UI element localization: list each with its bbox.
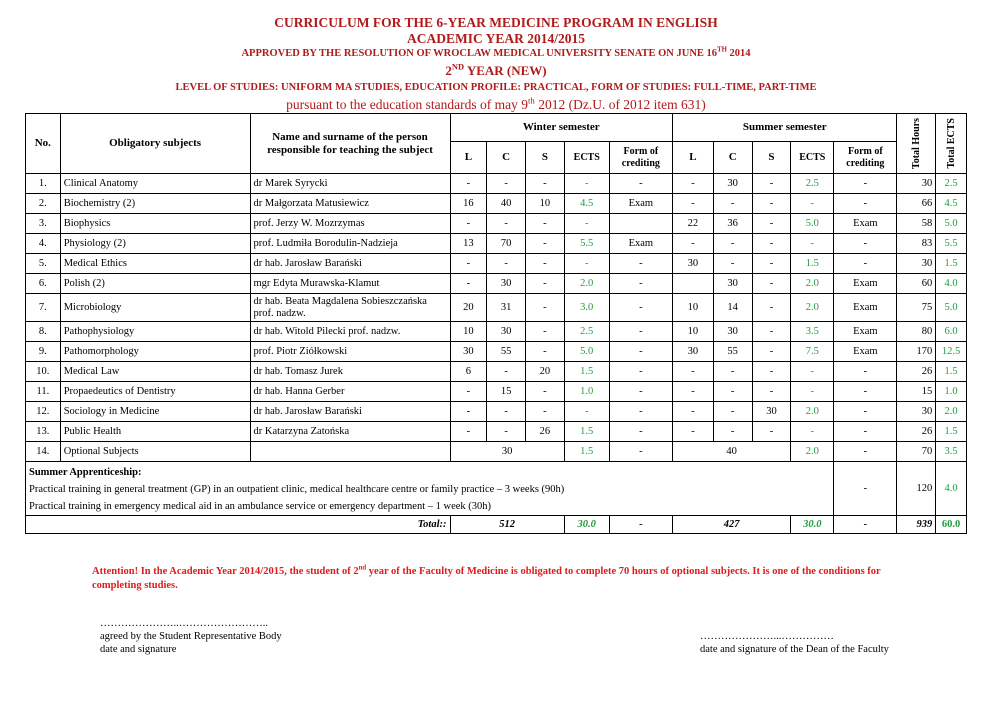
cell-total-hours: 15 bbox=[897, 382, 936, 402]
cell-total-ects: 1.5 bbox=[936, 362, 967, 382]
cell-no: 10. bbox=[26, 362, 61, 382]
cell-summer-c: 30 bbox=[713, 174, 752, 194]
cell-winter-ects: - bbox=[564, 254, 609, 274]
cell-winter-s: - bbox=[526, 174, 565, 194]
cell-no: 2. bbox=[26, 194, 61, 214]
cell-no: 9. bbox=[26, 342, 61, 362]
cell-winter-ects: - bbox=[564, 214, 609, 234]
cell-person: dr hab. Hanna Gerber bbox=[250, 382, 450, 402]
cell-subject: Optional Subjects bbox=[60, 442, 250, 462]
cell-summer-ects: 2.0 bbox=[791, 442, 834, 462]
cell-winter-form: - bbox=[609, 342, 672, 362]
cell-subject: Medical Law bbox=[60, 362, 250, 382]
cell-winter-s: 10 bbox=[526, 194, 565, 214]
cell-summer-form: - bbox=[834, 402, 897, 422]
signature-dots-left: …………………..…………………….. bbox=[100, 618, 268, 629]
cell-subject: Sociology in Medicine bbox=[60, 402, 250, 422]
cell-winter-form: - bbox=[609, 274, 672, 294]
header-winter-ects: ECTS bbox=[564, 142, 609, 174]
table-row bbox=[26, 342, 967, 362]
cell-summer-c: 30 bbox=[713, 322, 752, 342]
curriculum-table bbox=[25, 113, 967, 534]
cell-winter-s: - bbox=[526, 294, 565, 322]
cell-summer-s: - bbox=[752, 322, 791, 342]
cell-no: 4. bbox=[26, 234, 61, 254]
cell-subject: Biophysics bbox=[60, 214, 250, 234]
cell-winter-ects: 5.5 bbox=[564, 234, 609, 254]
cell-summer-s: - bbox=[752, 294, 791, 322]
cell-winter-ects: 2.5 bbox=[564, 322, 609, 342]
cell-winter-c: - bbox=[487, 254, 526, 274]
cell-winter-c: 31 bbox=[487, 294, 526, 322]
cell-summer-form: - bbox=[834, 234, 897, 254]
cell-winter-ects: 3.0 bbox=[564, 294, 609, 322]
cell-total-ects: 1.5 bbox=[936, 422, 967, 442]
header-total-ects: Total ECTS bbox=[936, 114, 967, 174]
cell-person: dr Katarzyna Zatońska bbox=[250, 422, 450, 442]
cell-summer-s: - bbox=[752, 194, 791, 214]
cell-subject: Clinical Anatomy bbox=[60, 174, 250, 194]
cell-winter-s: - bbox=[526, 254, 565, 274]
cell-winter-form: - bbox=[609, 382, 672, 402]
cell-summer-form: Exam bbox=[834, 322, 897, 342]
cell-winter-form: - bbox=[609, 362, 672, 382]
cell-no: 13. bbox=[26, 422, 61, 442]
cell-total-hours: 26 bbox=[897, 422, 936, 442]
header-winter-c: C bbox=[487, 142, 526, 174]
signature-label-left-2: date and signature bbox=[100, 644, 177, 655]
cell-total-ects: 5.0 bbox=[936, 294, 967, 322]
cell-person: prof. Ludmiła Borodulin-Nadzieja bbox=[250, 234, 450, 254]
header-summer-form: Form of crediting bbox=[834, 142, 897, 174]
cell-person: dr hab. Tomasz Jurek bbox=[250, 362, 450, 382]
apprenticeship-form: - bbox=[834, 462, 897, 516]
summer-apprenticeship bbox=[26, 462, 834, 516]
cell-total-hours: 66 bbox=[897, 194, 936, 214]
cell-winter-s: - bbox=[526, 214, 565, 234]
table-row bbox=[26, 402, 967, 422]
cell-total-ects: 5.5 bbox=[936, 234, 967, 254]
cell-person: dr hab. Witold Pilecki prof. nadzw. bbox=[250, 322, 450, 342]
cell-person: dr Marek Syrycki bbox=[250, 174, 450, 194]
cell-winter-form: Exam bbox=[609, 194, 672, 214]
cell-winter-form: Exam bbox=[609, 234, 672, 254]
table-row bbox=[26, 422, 967, 442]
cell-summer-form: - bbox=[834, 254, 897, 274]
cell-total-hours: 60 bbox=[897, 274, 936, 294]
header-summer-c: C bbox=[713, 142, 752, 174]
cell-summer-c: - bbox=[713, 234, 752, 254]
cell-summer-ects: 3.5 bbox=[791, 322, 834, 342]
cell-winter-c: - bbox=[487, 214, 526, 234]
subject-rows bbox=[26, 174, 967, 534]
cell-summer-form: - bbox=[834, 362, 897, 382]
optional-subjects-row bbox=[26, 442, 967, 462]
table-row bbox=[26, 174, 967, 194]
academic-year: ACADEMIC YEAR 2014/2015 bbox=[407, 31, 585, 46]
cell-winter-s: - bbox=[526, 382, 565, 402]
cell-no: 12. bbox=[26, 402, 61, 422]
cell-winter-c: 30 bbox=[487, 274, 526, 294]
totals-summer-form: - bbox=[834, 516, 897, 534]
cell-summer-l: - bbox=[672, 382, 713, 402]
cell-winter-l: 30 bbox=[450, 342, 487, 362]
cell-winter-form: - bbox=[609, 442, 672, 462]
cell-total-ects: 2.0 bbox=[936, 402, 967, 422]
approval-line: APPROVED BY THE RESOLUTION OF WROCLAW MEDICAL UNIVERSITY SENATE ON JUNE 16TH 2014 bbox=[241, 46, 751, 59]
cell-summer-l bbox=[672, 274, 713, 294]
cell-total-hours: 30 bbox=[897, 254, 936, 274]
cell-summer-l: 10 bbox=[672, 294, 713, 322]
cell-no: 8. bbox=[26, 322, 61, 342]
header-subjects: Obligatory subjects bbox=[60, 114, 250, 174]
cell-person bbox=[250, 442, 450, 462]
cell-total-hours: 75 bbox=[897, 294, 936, 322]
header-no: No. bbox=[26, 114, 61, 174]
cell-summer-c: - bbox=[713, 422, 752, 442]
totals-winter-form: - bbox=[609, 516, 672, 534]
cell-total-ects: 5.0 bbox=[936, 214, 967, 234]
cell-winter-form: - bbox=[609, 294, 672, 322]
cell-winter-c: - bbox=[487, 422, 526, 442]
table-row bbox=[26, 322, 967, 342]
cell-winter-l: - bbox=[450, 402, 487, 422]
cell-winter-l: - bbox=[450, 274, 487, 294]
header-winter-form: Form of crediting bbox=[609, 142, 672, 174]
cell-winter-l: - bbox=[450, 214, 487, 234]
cell-summer-s: - bbox=[752, 214, 791, 234]
cell-winter-s: 26 bbox=[526, 422, 565, 442]
cell-subject: Medical Ethics bbox=[60, 254, 250, 274]
cell-summer-s: - bbox=[752, 234, 791, 254]
totals-winter-ects: 30.0 bbox=[564, 516, 609, 534]
cell-total-ects: 1.5 bbox=[936, 254, 967, 274]
apprenticeship-hours: 120 bbox=[897, 462, 936, 516]
cell-total-ects: 2.5 bbox=[936, 174, 967, 194]
apprenticeship-ects: 4.0 bbox=[936, 462, 967, 516]
cell-total-hours: 30 bbox=[897, 174, 936, 194]
header-summer-l: L bbox=[672, 142, 713, 174]
dean-signature-block bbox=[700, 630, 900, 656]
cell-summer-l: - bbox=[672, 402, 713, 422]
cell-winter-s: - bbox=[526, 322, 565, 342]
cell-total-hours: 58 bbox=[897, 214, 936, 234]
cell-summer-ects: - bbox=[791, 194, 834, 214]
cell-winter-s: - bbox=[526, 402, 565, 422]
cell-winter-ects: 1.5 bbox=[564, 362, 609, 382]
cell-person: prof. Jerzy W. Mozrzymas bbox=[250, 214, 450, 234]
pursuant-line: pursuant to the education standards of may 9th 2012 (Dz.U. of 2012 item 631) bbox=[286, 95, 706, 112]
cell-total-ects: 4.5 bbox=[936, 194, 967, 214]
apprenticeship-line-1: Practical training in general treatment (GP) in an outpatient clinic, medical healthcare centre or family practice – 3 weeks (90h) bbox=[29, 484, 565, 495]
cell-subject: Propaedeutics of Dentistry bbox=[60, 382, 250, 402]
cell-total-hours: 70 bbox=[897, 442, 936, 462]
table-row bbox=[26, 382, 967, 402]
cell-summer-ects: 5.0 bbox=[791, 214, 834, 234]
cell-winter-s: - bbox=[526, 342, 565, 362]
apprenticeship-line-2: Practical training in emergency medical aid in an ambulance service or emergency department – 1 week (30h) bbox=[29, 501, 492, 512]
cell-winter-l: 6 bbox=[450, 362, 487, 382]
cell-winter-l: 13 bbox=[450, 234, 487, 254]
signature-label-left-1: agreed by the Student Representative Body bbox=[100, 631, 282, 642]
cell-winter-c: 30 bbox=[487, 322, 526, 342]
cell-winter-c: - bbox=[487, 174, 526, 194]
cell-subject: Pathophysiology bbox=[60, 322, 250, 342]
cell-summer-l: - bbox=[672, 362, 713, 382]
cell-total-ects: 4.0 bbox=[936, 274, 967, 294]
cell-no: 7. bbox=[26, 294, 61, 322]
cell-winter-form: - bbox=[609, 254, 672, 274]
cell-winter-ects: 5.0 bbox=[564, 342, 609, 362]
totals-winter-hours: 512 bbox=[450, 516, 564, 534]
cell-no: 14. bbox=[26, 442, 61, 462]
cell-summer-c: 30 bbox=[713, 274, 752, 294]
cell-total-hours: 83 bbox=[897, 234, 936, 254]
cell-subject: Microbiology bbox=[60, 294, 250, 322]
cell-summer-ects: 2.5 bbox=[791, 174, 834, 194]
totals-row bbox=[26, 516, 967, 534]
cell-summer-l: 22 bbox=[672, 214, 713, 234]
cell-summer-form: Exam bbox=[834, 274, 897, 294]
cell-person: dr hab. Beata Magdalena Sobieszczańska prof. nadzw. bbox=[250, 294, 450, 322]
cell-summer-c: 36 bbox=[713, 214, 752, 234]
cell-summer-ects: - bbox=[791, 382, 834, 402]
header-winter: Winter semester bbox=[450, 114, 672, 142]
student-signature-block bbox=[100, 617, 282, 656]
cell-person: prof. Piotr Ziółkowski bbox=[250, 342, 450, 362]
cell-subject: Public Health bbox=[60, 422, 250, 442]
cell-summer-c: - bbox=[713, 402, 752, 422]
cell-winter-l: 16 bbox=[450, 194, 487, 214]
cell-total-ects: 6.0 bbox=[936, 322, 967, 342]
cell-no: 5. bbox=[26, 254, 61, 274]
signature-dots-right: …………………...…………… bbox=[700, 631, 834, 642]
apprenticeship-title: Summer Apprenticeship: bbox=[29, 467, 142, 478]
cell-summer-form: - bbox=[834, 422, 897, 442]
cell-total-hours: 170 bbox=[897, 342, 936, 362]
cell-summer-ects: 1.5 bbox=[791, 254, 834, 274]
cell-summer-s: - bbox=[752, 422, 791, 442]
cell-winter-l: - bbox=[450, 174, 487, 194]
cell-winter-l: - bbox=[450, 254, 487, 274]
year-title: 2ND YEAR (NEW) bbox=[445, 61, 547, 78]
signature-label-right: date and signature of the Dean of the Faculty bbox=[700, 644, 889, 655]
cell-no: 3. bbox=[26, 214, 61, 234]
table-row bbox=[26, 294, 967, 322]
table-row bbox=[26, 194, 967, 214]
cell-summer-l: 10 bbox=[672, 322, 713, 342]
cell-winter-ects: 1.0 bbox=[564, 382, 609, 402]
cell-total-ects: 3.5 bbox=[936, 442, 967, 462]
cell-winter-l: 10 bbox=[450, 322, 487, 342]
cell-no: 6. bbox=[26, 274, 61, 294]
cell-summer-form: - bbox=[834, 174, 897, 194]
cell-winter-l: 20 bbox=[450, 294, 487, 322]
table-row bbox=[26, 254, 967, 274]
cell-summer-ects: 2.0 bbox=[791, 274, 834, 294]
cell-winter-form bbox=[609, 214, 672, 234]
summer-apprenticeship-row bbox=[26, 462, 967, 516]
cell-summer-form: - bbox=[834, 382, 897, 402]
cell-subject: Pathomorphology bbox=[60, 342, 250, 362]
cell-summer-ects: - bbox=[791, 362, 834, 382]
cell-summer-s: - bbox=[752, 382, 791, 402]
totals-ects: 60.0 bbox=[936, 516, 967, 534]
cell-summer-l: - bbox=[672, 234, 713, 254]
cell-summer-ects: 7.5 bbox=[791, 342, 834, 362]
cell-person: dr hab. Jarosław Barański bbox=[250, 402, 450, 422]
cell-winter-form: - bbox=[609, 402, 672, 422]
cell-winter-ects: 1.5 bbox=[564, 442, 609, 462]
header-winter-s: S bbox=[526, 142, 565, 174]
cell-summer-l: 30 bbox=[672, 254, 713, 274]
cell-subject: Biochemistry (2) bbox=[60, 194, 250, 214]
totals-label: Total:: bbox=[26, 516, 451, 534]
totals-summer-ects: 30.0 bbox=[791, 516, 834, 534]
header-person: Name and surname of the person responsible for teaching the subject bbox=[250, 114, 450, 174]
cell-summer-ects: - bbox=[791, 422, 834, 442]
cell-summer-s: 30 bbox=[752, 402, 791, 422]
cell-summer-l: - bbox=[672, 194, 713, 214]
cell-summer-s: - bbox=[752, 362, 791, 382]
cell-summer-ects: 2.0 bbox=[791, 294, 834, 322]
cell-no: 11. bbox=[26, 382, 61, 402]
cell-winter-c: 70 bbox=[487, 234, 526, 254]
cell-total-hours: 26 bbox=[897, 362, 936, 382]
cell-subject: Polish (2) bbox=[60, 274, 250, 294]
cell-summer-l: - bbox=[672, 422, 713, 442]
cell-summer-c: 55 bbox=[713, 342, 752, 362]
cell-summer-c: 14 bbox=[713, 294, 752, 322]
header-total-hours: Total Hours bbox=[897, 114, 936, 174]
level-of-studies: LEVEL OF STUDIES: UNIFORM MA STUDIES, EDUCATION PROFILE: PRACTICAL, FORM OF STUDIES: FULL-TIME, PART-TIME bbox=[175, 82, 817, 93]
cell-winter-l: - bbox=[450, 422, 487, 442]
cell-summer-c: - bbox=[713, 194, 752, 214]
cell-summer-s: - bbox=[752, 274, 791, 294]
cell-summer-l: 30 bbox=[672, 342, 713, 362]
table-row bbox=[26, 274, 967, 294]
cell-winter-c: 55 bbox=[487, 342, 526, 362]
cell-winter-c: 40 bbox=[487, 194, 526, 214]
cell-winter-s: 20 bbox=[526, 362, 565, 382]
cell-winter-form: - bbox=[609, 422, 672, 442]
cell-summer-s: - bbox=[752, 342, 791, 362]
attention-note: Attention! In the Academic Year 2014/2015, the student of 2nd year of the Faculty of Medicine is obligated to complete 70 hours of optional subjects. It is one of the conditions for completing studies. bbox=[92, 564, 881, 591]
header-summer-s: S bbox=[752, 142, 791, 174]
cell-winter-s: - bbox=[526, 274, 565, 294]
cell-total-ects: 1.0 bbox=[936, 382, 967, 402]
cell-total-hours: 30 bbox=[897, 402, 936, 422]
cell-summer-c: - bbox=[713, 362, 752, 382]
cell-winter-s: - bbox=[526, 234, 565, 254]
table-row bbox=[26, 234, 967, 254]
cell-summer-form: Exam bbox=[834, 294, 897, 322]
cell-winter-ects: 4.5 bbox=[564, 194, 609, 214]
table-row bbox=[26, 362, 967, 382]
cell-winter-c: - bbox=[487, 362, 526, 382]
totals-summer-hours: 427 bbox=[672, 516, 790, 534]
cell-person: dr Małgorzata Matusiewicz bbox=[250, 194, 450, 214]
cell-winter-ects: - bbox=[564, 402, 609, 422]
cell-subject: Physiology (2) bbox=[60, 234, 250, 254]
cell-person: dr hab. Jarosław Barański bbox=[250, 254, 450, 274]
document-title: CURRICULUM FOR THE 6-YEAR MEDICINE PROGRAM IN ENGLISH bbox=[274, 15, 718, 30]
cell-winter-l: - bbox=[450, 382, 487, 402]
cell-summer-l: - bbox=[672, 174, 713, 194]
cell-no: 1. bbox=[26, 174, 61, 194]
cell-summer-c: - bbox=[713, 254, 752, 274]
cell-winter-c: 15 bbox=[487, 382, 526, 402]
cell-winter-c: - bbox=[487, 402, 526, 422]
cell-summer-form: Exam bbox=[834, 214, 897, 234]
cell-summer-c: - bbox=[713, 382, 752, 402]
cell-person: mgr Edyta Murawska-Klamut bbox=[250, 274, 450, 294]
cell-summer-hours: 40 bbox=[672, 442, 790, 462]
cell-summer-form: Exam bbox=[834, 342, 897, 362]
cell-winter-ects: - bbox=[564, 174, 609, 194]
cell-total-hours: 80 bbox=[897, 322, 936, 342]
cell-summer-ects: 2.0 bbox=[791, 402, 834, 422]
header-summer: Summer semester bbox=[672, 114, 896, 142]
cell-total-ects: 12.5 bbox=[936, 342, 967, 362]
cell-winter-form: - bbox=[609, 322, 672, 342]
cell-summer-form: - bbox=[834, 442, 897, 462]
cell-summer-s: - bbox=[752, 174, 791, 194]
header-winter-l: L bbox=[450, 142, 487, 174]
cell-winter-hours: 30 bbox=[450, 442, 564, 462]
totals-hours: 939 bbox=[897, 516, 936, 534]
cell-winter-ects: 1.5 bbox=[564, 422, 609, 442]
table-row bbox=[26, 214, 967, 234]
cell-winter-ects: 2.0 bbox=[564, 274, 609, 294]
cell-summer-s: - bbox=[752, 254, 791, 274]
cell-summer-ects: - bbox=[791, 234, 834, 254]
cell-summer-form: - bbox=[834, 194, 897, 214]
header-summer-ects: ECTS bbox=[791, 142, 834, 174]
cell-winter-form: - bbox=[609, 174, 672, 194]
